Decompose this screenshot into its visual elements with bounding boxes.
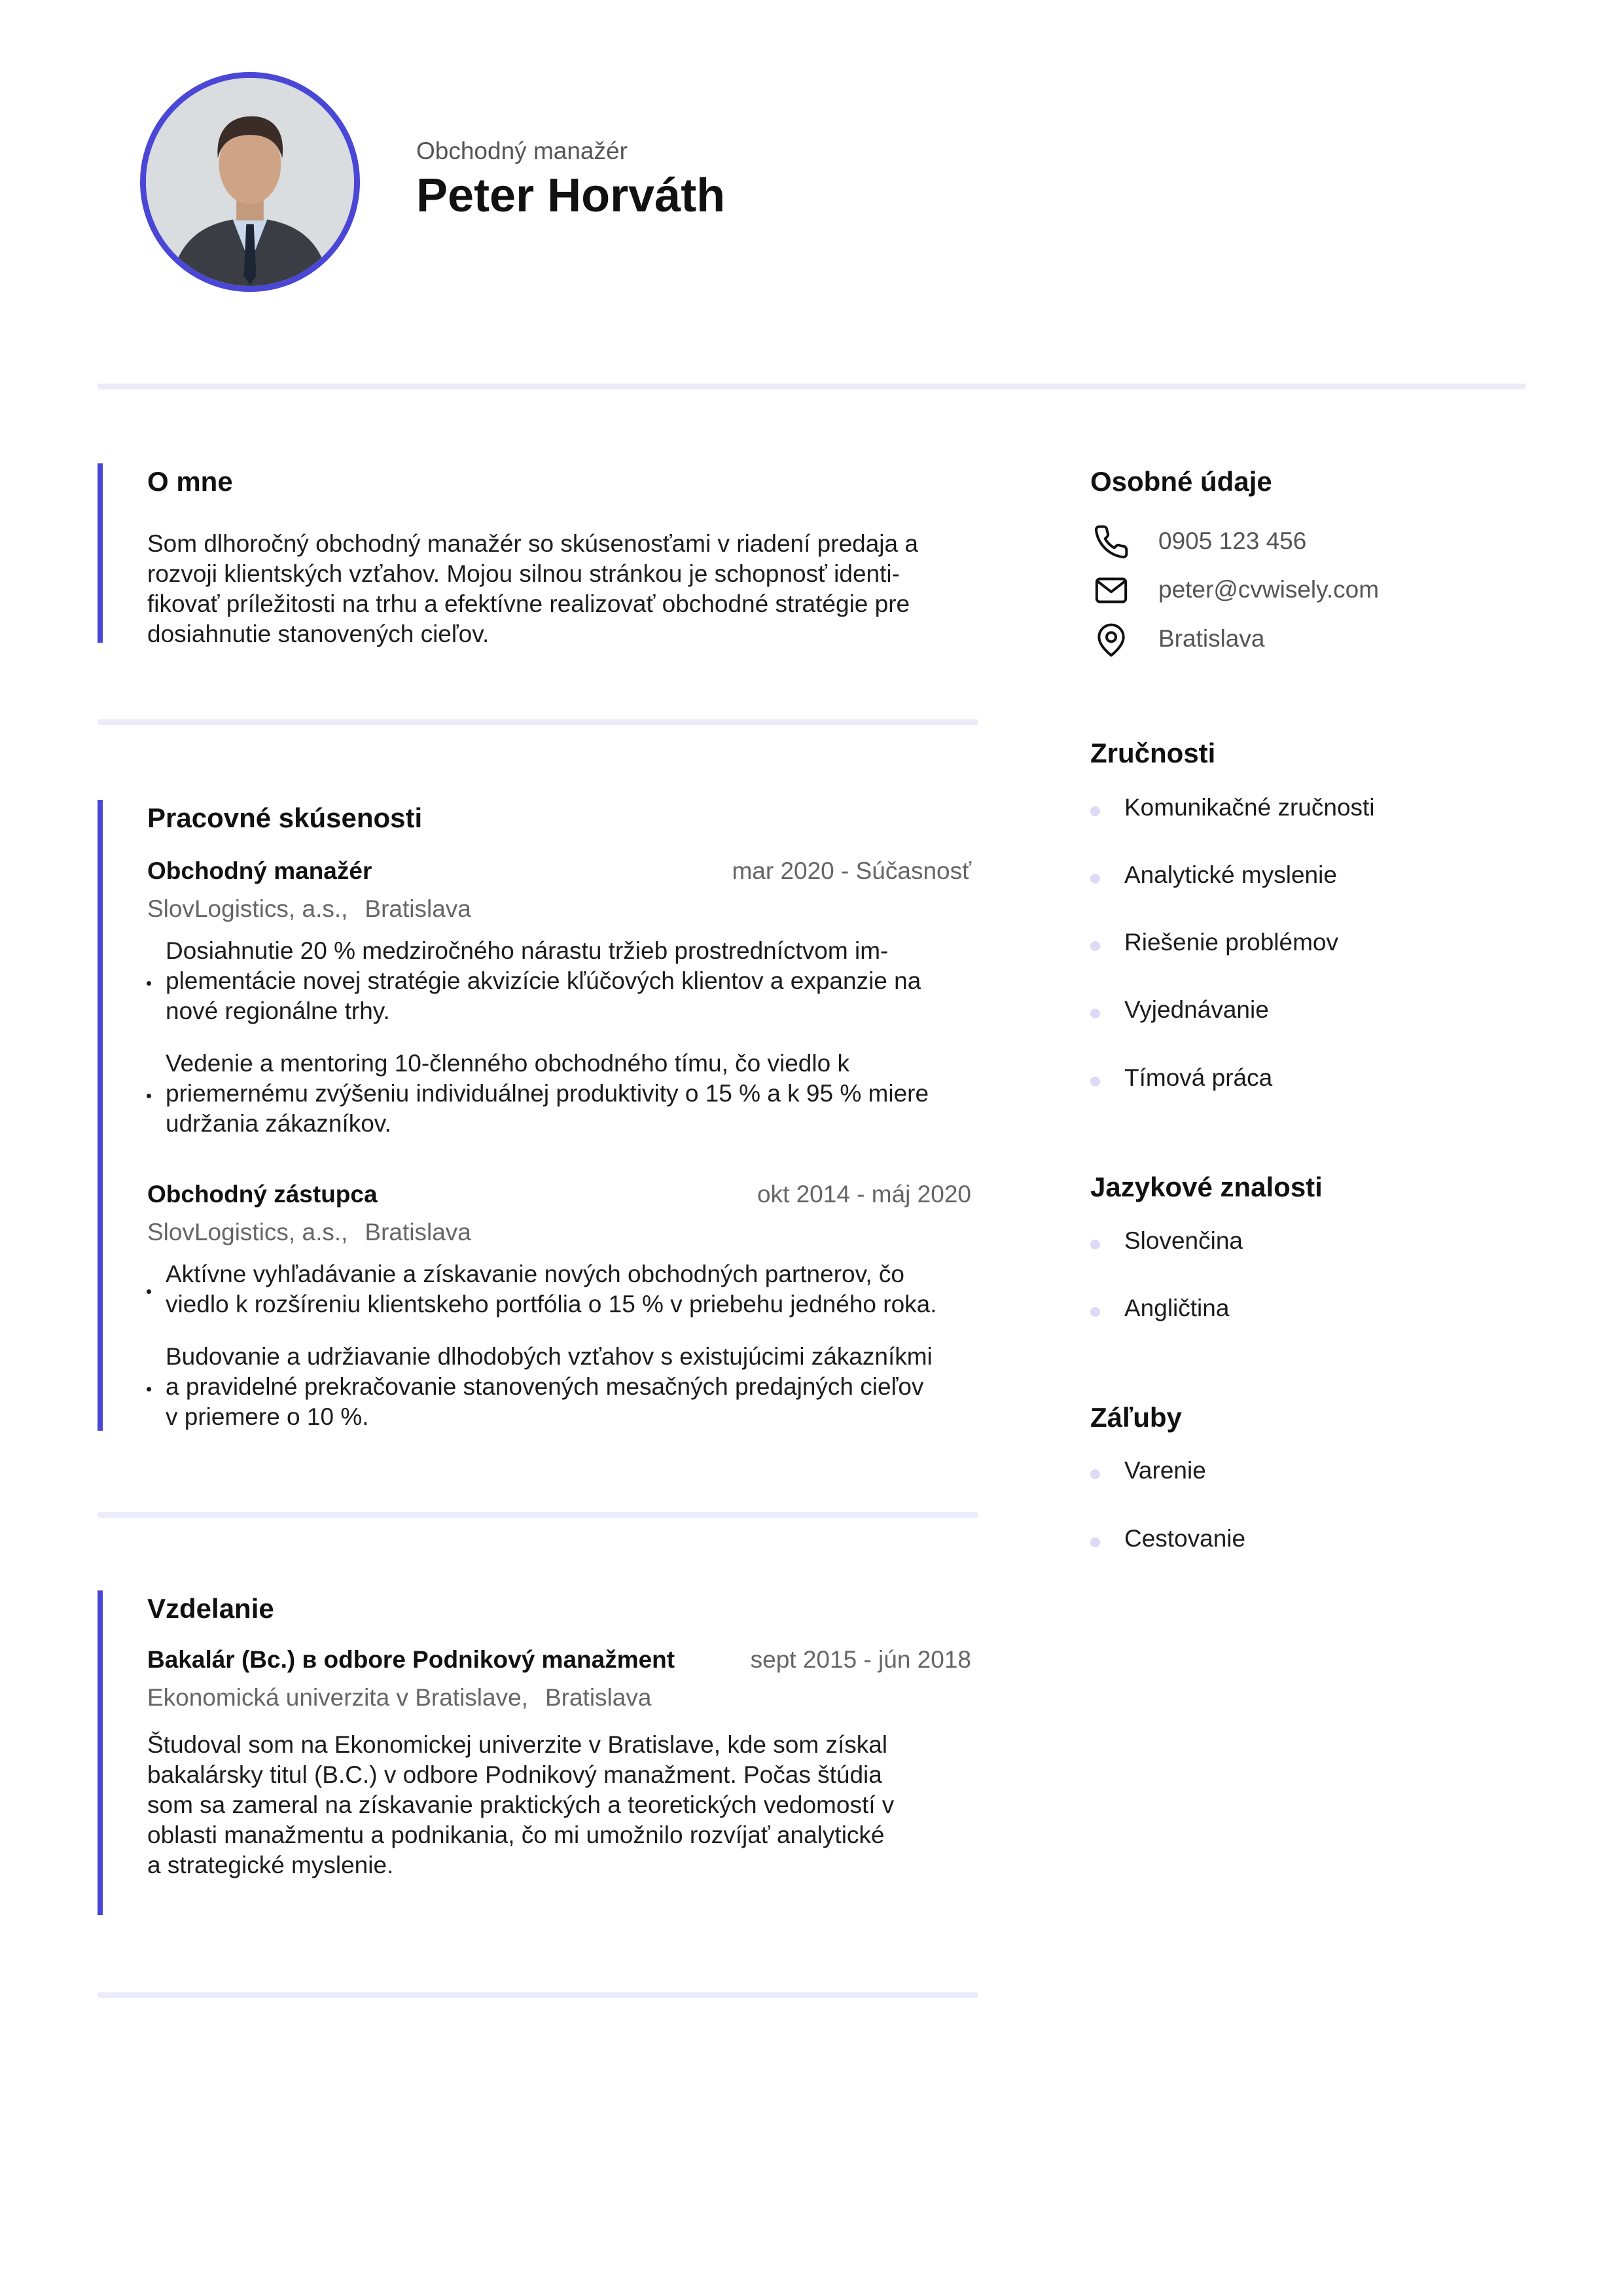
list-dot xyxy=(1090,874,1100,884)
about-line: rozvoji klientských vzťahov. Mojou silnou stránkou je schopnosť identi- xyxy=(147,560,900,587)
skill-item: Komunikačné zručnosti xyxy=(1124,794,1375,821)
education-title: Vzdelanie xyxy=(147,1593,274,1624)
job-bullet xyxy=(166,1259,1003,1319)
header-divider xyxy=(98,384,1526,389)
section-divider xyxy=(98,1512,978,1518)
languages-title: Jazykové znalosti xyxy=(1090,1172,1323,1202)
list-dot xyxy=(1090,1537,1100,1547)
education-line: Študoval som na Ekonomickej univerzite v Bratislave, kde som získal xyxy=(147,1731,888,1758)
skill-item: Riešenie problémov xyxy=(1124,929,1339,956)
list-dot xyxy=(1090,1009,1100,1018)
list-dot xyxy=(1090,1077,1100,1086)
about-title: O mne xyxy=(147,466,233,497)
personal-title: Osobné údaje xyxy=(1090,466,1272,497)
experience-accent-bar xyxy=(98,800,103,1431)
job-date: okt 2014 - máj 2020 xyxy=(757,1181,971,1208)
company-name: SlovLogistics, a.s., xyxy=(147,895,348,922)
company-city: Bratislava xyxy=(365,1219,471,1246)
skill-item: Analytické myslenie xyxy=(1124,861,1337,888)
about-line: fikovať príležitosti na trhu a efektívne realizovať obchodné stratégie pre xyxy=(147,590,910,617)
list-dot xyxy=(1090,1307,1100,1317)
list-dot xyxy=(1090,1240,1100,1249)
list-dot xyxy=(1090,941,1100,951)
bullet-line: Vedenie a mentoring 10-členného obchodného tímu, čo viedlo k xyxy=(166,1050,849,1077)
language-item: Angličtina xyxy=(1124,1295,1230,1321)
bullet-line: udržania zákazníkov. xyxy=(166,1110,391,1137)
mail-icon xyxy=(1093,572,1130,609)
experience-title: Pracovné skúsenosti xyxy=(147,802,423,833)
person-name: Peter Horváth xyxy=(416,170,726,222)
education-line: som sa zameral na získavanie praktických a teoretických vedomostí v xyxy=(147,1791,895,1818)
job-bullet xyxy=(166,1049,1003,1139)
profile-photo xyxy=(140,72,360,292)
job-company xyxy=(147,895,471,923)
bullet-line: Budovanie a udržiavanie dlhodobých vzťahov s existujúcimi zákazníkmi xyxy=(166,1343,933,1370)
skills-title: Zručnosti xyxy=(1090,738,1216,768)
job-subtitle: Obchodný manažér xyxy=(416,137,628,164)
job-company xyxy=(147,1219,471,1246)
degree-title: Bakalár (Bc.) в odbore Podnikový manažment xyxy=(147,1646,675,1673)
location-text: Bratislava xyxy=(1158,625,1265,652)
job-bullet xyxy=(166,1342,1003,1432)
bullet-line: v priemere o 10 %. xyxy=(166,1403,369,1430)
bullet-dot xyxy=(147,981,151,986)
location-pin-icon xyxy=(1093,622,1130,658)
phone-number[interactable]: 0905 123 456 xyxy=(1158,528,1307,554)
list-dot xyxy=(1090,1469,1100,1479)
portrait-image xyxy=(146,78,354,286)
education-accent-bar xyxy=(98,1590,103,1915)
education-line: a strategické myslenie. xyxy=(147,1852,394,1878)
section-divider xyxy=(98,719,978,725)
about-text xyxy=(147,529,918,649)
list-dot xyxy=(1090,806,1100,816)
bullet-dot xyxy=(147,1289,151,1294)
school-city: Bratislava xyxy=(544,1684,652,1711)
section-divider xyxy=(98,1992,978,1998)
skill-item: Vyjednávanie xyxy=(1124,996,1269,1023)
email-address[interactable]: peter@cvwisely.com xyxy=(1158,576,1380,603)
bullet-line: a pravidelné prekračovanie stanovených mesačných predajných cieľov xyxy=(166,1373,924,1400)
job-date: mar 2020 - Súčasnosť xyxy=(732,857,971,884)
about-line: dosiahnutie stanovených cieľov. xyxy=(147,620,490,647)
hobby-item: Varenie xyxy=(1124,1457,1206,1484)
education-line: oblasti manažmentu a podnikania, čo mi umožnilo rozvíjať analytické xyxy=(147,1821,885,1848)
about-accent-bar xyxy=(98,463,103,643)
education-date: sept 2015 - jún 2018 xyxy=(750,1646,971,1673)
job-bullet xyxy=(166,936,1003,1026)
language-item: Slovenčina xyxy=(1124,1227,1243,1254)
company-city: Bratislava xyxy=(365,895,471,922)
school-name: Ekonomická univerzita v Bratislave, xyxy=(147,1684,528,1711)
education-line: bakalársky titul (B.C.) v odbore Podnikový manažment. Počas štúdia xyxy=(147,1761,882,1788)
bullet-line: viedlo k rozšíreniu klientskeho portfólia o 15 % v priebehu jedného roka. xyxy=(166,1291,937,1318)
bullet-line: Dosiahnutie 20 % medziročného nárastu tržieb prostredníctvom im- xyxy=(166,937,889,964)
bullet-dot xyxy=(147,1387,151,1391)
bullet-dot xyxy=(147,1094,151,1098)
company-name: SlovLogistics, a.s., xyxy=(147,1219,348,1246)
bullet-line: priemernému zvýšeniu individuálnej produktivity o 15 % a k 95 % miere xyxy=(166,1080,929,1107)
hobby-item: Cestovanie xyxy=(1124,1525,1246,1552)
hobbies-title: Záľuby xyxy=(1090,1402,1182,1433)
skill-item: Tímová práca xyxy=(1124,1064,1273,1091)
education-text xyxy=(147,1730,894,1880)
bullet-line: nové regionálne trhy. xyxy=(166,997,390,1024)
job-title: Obchodný manažér xyxy=(147,857,372,884)
bullet-line: Aktívne vyhľadávanie a získavanie nových obchodných partnerov, čo xyxy=(166,1261,904,1287)
bullet-line: plementácie novej stratégie akvizície kľúčových klientov a expanzie na xyxy=(166,967,921,994)
education-school xyxy=(147,1684,651,1712)
about-line: Som dlhoročný obchodný manažér so skúsenosťami v riadení predaja a xyxy=(147,530,918,557)
phone-icon xyxy=(1093,524,1130,560)
job-title: Obchodný zástupca xyxy=(147,1181,378,1208)
